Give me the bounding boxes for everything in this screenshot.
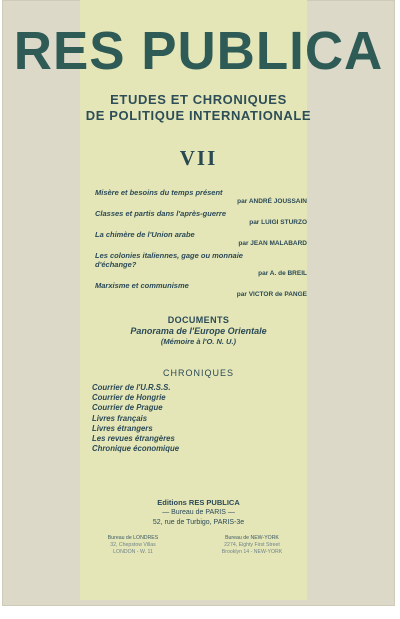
chronique-item: Les revues étrangères <box>92 434 175 444</box>
publisher-name: Editions RES PUBLICA <box>157 498 240 507</box>
office-london-name: Bureau de LONDRES <box>107 535 159 541</box>
chronique-item: Courrier de l'U.R.S.S. <box>92 383 171 392</box>
article-title: Marxisme et communisme <box>95 281 189 290</box>
journal-subtitle <box>2 92 395 124</box>
article-title: Les colonies italiennes, gage ou monnaie d'échange? <box>95 251 243 269</box>
office-london-city: LONDON - W. 11 <box>113 549 153 555</box>
documents-item: Panorama de l'Europe Orientale <box>130 326 267 336</box>
publisher-block <box>2 497 395 528</box>
chronique-item: Chronique économique <box>92 444 180 454</box>
article-entry <box>95 209 307 227</box>
subtitle-line-2: DE POLITIQUE INTERNATIONALE <box>85 108 312 123</box>
article-author: par ANDRÉ JOUSSAIN <box>237 198 307 205</box>
office-london <box>88 535 178 556</box>
chronique-item: Courrier de Hongrie <box>92 393 166 403</box>
article-entry <box>95 230 307 248</box>
book-cover <box>2 0 395 606</box>
documents-heading: DOCUMENTS <box>167 315 230 325</box>
chroniques-heading: CHRONIQUES <box>162 368 234 378</box>
documents-note: (Mémoire à l'O. N. U.) <box>160 337 237 346</box>
publisher-address: 52, rue de Turbigo, PARIS-3e <box>152 519 245 526</box>
office-newyork-city: Brooklyn 14 - NEW-YORK <box>221 549 283 555</box>
volume-number: VII <box>179 146 218 170</box>
publisher-bureau: — Bureau de PARIS — <box>162 509 235 516</box>
article-title: Misère et besoins du temps présent <box>95 188 223 197</box>
office-newyork <box>202 535 302 556</box>
chroniques-list <box>92 383 179 454</box>
article-title: La chimère de l'Union arabe <box>95 230 195 239</box>
chronique-item: Livres français <box>92 413 148 423</box>
article-entry <box>95 281 307 299</box>
subtitle-line-1: ETUDES ET CHRONIQUES <box>110 92 287 107</box>
office-newyork-street: 2274, Eighty First Street <box>224 542 280 548</box>
article-author: par LUIGI STURZO <box>249 219 307 226</box>
chronique-item: Livres étrangers <box>92 423 153 433</box>
article-title: Classes et partis dans l'après-guerre <box>95 209 227 218</box>
chronique-item: Courrier de Prague <box>92 403 163 413</box>
office-london-street: 32, Chepstow Villas <box>110 542 156 548</box>
documents-section <box>2 314 395 347</box>
article-author: par JEAN MALABARD <box>238 240 307 247</box>
article-author: par A. de BREIL <box>258 270 307 277</box>
contents-list <box>95 188 307 302</box>
article-entry <box>95 251 307 278</box>
article-entry <box>95 188 307 206</box>
journal-title: RES PUBLICA <box>13 21 384 81</box>
office-newyork-name: Bureau de NEW-YORK <box>225 535 279 541</box>
article-author: par VICTOR de PANGE <box>236 291 307 298</box>
